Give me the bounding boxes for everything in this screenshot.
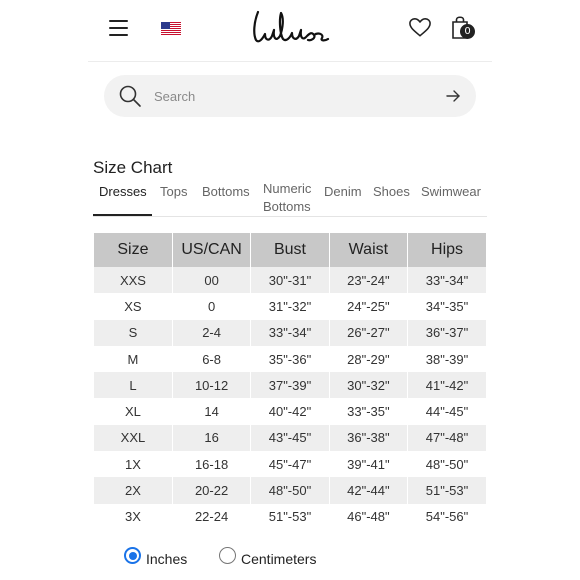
size-chart-table (94, 233, 486, 530)
cell-bust: 48"-50" (251, 477, 329, 503)
header-us-can: US/CAN (172, 233, 250, 267)
cell-bust: 40"-42" (251, 398, 329, 424)
cell-size: 3X (94, 504, 172, 530)
cell-waist: 33"-35" (329, 398, 407, 424)
tab-dresses[interactable]: Dresses (99, 184, 147, 199)
hamburger-menu-icon[interactable] (109, 20, 128, 36)
cell-bust: 35"-36" (251, 346, 329, 372)
cell-bust: 31"-32" (251, 293, 329, 319)
cell-us-can: 0 (172, 293, 250, 319)
cell-waist: 46"-48" (329, 504, 407, 530)
cell-hips: 44"-45" (408, 398, 486, 424)
table-row (94, 451, 486, 477)
page-title: Size Chart (93, 158, 173, 177)
cell-bust: 43"-45" (251, 425, 329, 451)
cell-size: S (94, 320, 172, 346)
cell-hips: 51"-53" (408, 477, 486, 503)
tab-numeric-bottoms-line2: Bottoms (263, 199, 311, 214)
cell-hips: 34"-35" (408, 293, 486, 319)
us-flag-icon[interactable] (161, 22, 181, 35)
site-header (88, 0, 492, 62)
tab-shoes[interactable]: Shoes (373, 184, 410, 199)
cell-size: M (94, 346, 172, 372)
cell-waist: 28"-29" (329, 346, 407, 372)
table-row (94, 425, 486, 451)
cell-hips: 48"-50" (408, 451, 486, 477)
search-input[interactable] (154, 75, 424, 117)
cell-size: XL (94, 398, 172, 424)
cell-hips: 38"-39" (408, 346, 486, 372)
cell-bust: 45"-47" (251, 451, 329, 477)
cell-bust: 30"-31" (251, 267, 329, 293)
tab-bottoms[interactable]: Bottoms (202, 184, 250, 199)
lulus-logo[interactable] (250, 8, 330, 48)
cell-size: XXL (94, 425, 172, 451)
inches-label: Inches (146, 551, 188, 567)
cart-count-badge: 0 (460, 24, 475, 39)
cell-size: 2X (94, 477, 172, 503)
cell-us-can: 6-8 (172, 346, 250, 372)
table-row (94, 504, 486, 530)
header-waist: Waist (329, 233, 407, 267)
cell-size: L (94, 372, 172, 398)
header-size: Size (94, 233, 172, 267)
table-row (94, 477, 486, 503)
cell-waist: 42"-44" (329, 477, 407, 503)
tab-swimwear[interactable]: Swimwear (421, 184, 481, 199)
table-row (94, 372, 486, 398)
cell-hips: 41"-42" (408, 372, 486, 398)
tab-tops[interactable]: Tops (160, 184, 188, 199)
cell-us-can: 00 (172, 267, 250, 293)
cell-waist: 24"-25" (329, 293, 407, 319)
cell-waist: 39"-41" (329, 451, 407, 477)
table-header-row (94, 233, 486, 267)
cell-us-can: 20-22 (172, 477, 250, 503)
header-bust: Bust (251, 233, 329, 267)
table-row (94, 320, 486, 346)
table-body (94, 267, 486, 530)
search-bar (104, 75, 476, 117)
cell-waist: 26"-27" (329, 320, 407, 346)
cell-bust: 51"-53" (251, 504, 329, 530)
cell-bust: 33"-34" (251, 320, 329, 346)
cell-hips: 54"-56" (408, 504, 486, 530)
centimeters-label: Centimeters (241, 551, 317, 567)
cell-us-can: 14 (172, 398, 250, 424)
heart-icon[interactable] (409, 17, 431, 38)
inches-radio[interactable] (124, 547, 141, 564)
active-tab-indicator (93, 214, 152, 216)
cell-waist: 30"-32" (329, 372, 407, 398)
cell-size: 1X (94, 451, 172, 477)
table-row (94, 267, 486, 293)
cell-us-can: 22-24 (172, 504, 250, 530)
size-category-tabs (93, 180, 487, 217)
arrow-right-icon[interactable] (446, 89, 460, 103)
cell-hips: 47"-48" (408, 425, 486, 451)
cell-waist: 36"-38" (329, 425, 407, 451)
cell-waist: 23"-24" (329, 267, 407, 293)
cell-hips: 33"-34" (408, 267, 486, 293)
cell-us-can: 2-4 (172, 320, 250, 346)
tab-numeric-bottoms[interactable] (263, 180, 311, 216)
cell-bust: 37"-39" (251, 372, 329, 398)
table-row (94, 293, 486, 319)
cell-size: XXS (94, 267, 172, 293)
table-row (94, 398, 486, 424)
cell-size: XS (94, 293, 172, 319)
cell-us-can: 16-18 (172, 451, 250, 477)
cell-us-can: 16 (172, 425, 250, 451)
cell-us-can: 10-12 (172, 372, 250, 398)
header-hips: Hips (408, 233, 486, 267)
tab-numeric-bottoms-line1: Numeric (263, 181, 312, 196)
tab-denim[interactable]: Denim (324, 184, 362, 199)
table-row (94, 346, 486, 372)
centimeters-radio[interactable] (219, 547, 236, 564)
search-icon[interactable] (118, 84, 142, 108)
cell-hips: 36"-37" (408, 320, 486, 346)
